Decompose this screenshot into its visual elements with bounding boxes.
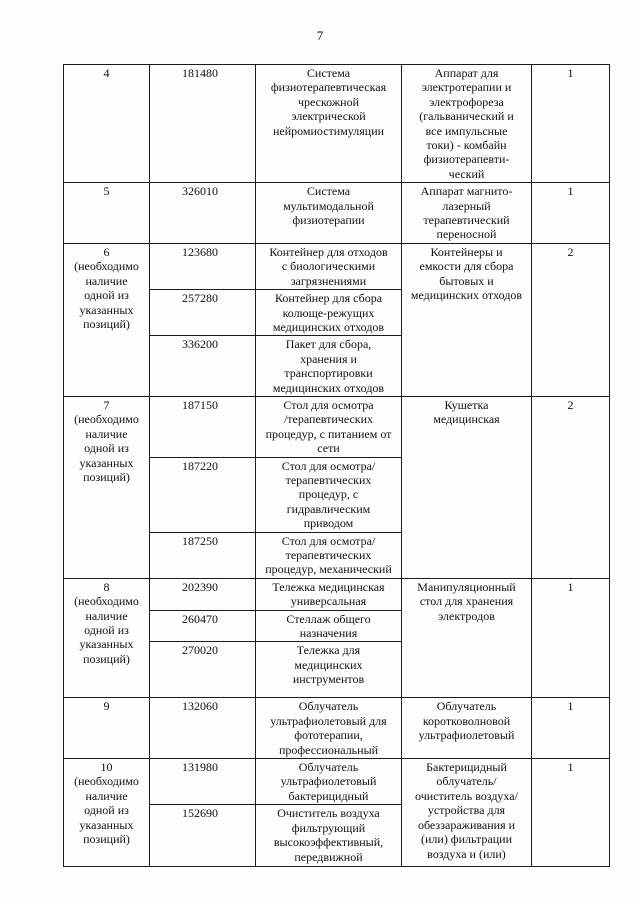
row-number-cell — [64, 183, 150, 244]
item-name: Система мультимодальной физиотерапии — [283, 184, 374, 228]
item-name-cell — [256, 759, 402, 805]
equipment-table — [63, 64, 610, 867]
item-name: Стеллаж общего назначения — [286, 611, 371, 641]
code-cell — [150, 805, 256, 867]
code-cell — [150, 183, 256, 244]
table-row — [64, 698, 610, 759]
equipment-kind-cell — [402, 698, 532, 759]
code-cell — [150, 290, 256, 336]
item-name-cell — [256, 805, 402, 867]
item-name-cell — [256, 243, 402, 289]
quantity-cell — [532, 183, 610, 244]
code-cell — [150, 578, 256, 610]
equipment-kind: Бактерицидный облучатель/ очиститель воздуха/ устройства для обеззараживания и (или) фильтрации воздуха и (или) — [415, 760, 518, 861]
equipment-kind: Кушетка медицинская — [433, 397, 500, 427]
item-name: Стол для осмотра/ терапевтических процедур, с гидравлическим приводом — [281, 458, 376, 531]
item-name-cell — [256, 65, 402, 183]
item-code: 257280 — [182, 291, 218, 306]
equipment-kind-cell — [402, 578, 532, 698]
item-name-cell — [256, 532, 402, 578]
quantity: 1 — [567, 760, 574, 775]
item-name-cell — [256, 578, 402, 610]
quantity: 2 — [567, 244, 574, 259]
quantity-cell — [532, 65, 610, 183]
equipment-kind-cell — [402, 396, 532, 578]
item-code: 202390 — [182, 579, 218, 594]
equipment-kind-cell — [402, 183, 532, 244]
code-cell — [150, 65, 256, 183]
item-name: Контейнер для сбора колюще-режущих медицинских отходов — [272, 291, 385, 334]
row-number: 9 — [103, 699, 110, 714]
quantity-cell — [532, 243, 610, 396]
item-code: 181480 — [182, 66, 218, 80]
table-row — [64, 243, 610, 289]
quantity: 1 — [567, 579, 574, 594]
row-number-cell — [64, 65, 150, 183]
item-code: 260470 — [182, 611, 218, 626]
equipment-kind-cell — [402, 65, 532, 183]
item-name-cell — [256, 642, 402, 698]
code-cell — [150, 336, 256, 397]
row-number: 10 (необходимо наличие одной из указанных позиций) — [74, 760, 139, 847]
code-cell — [150, 642, 256, 698]
table-row — [64, 183, 610, 244]
item-name-cell — [256, 336, 402, 397]
equipment-kind: Облучатель коротковолновой ультрафиолетовый — [418, 699, 515, 743]
row-number: 4 — [103, 66, 110, 80]
item-name: Пакет для сбора, хранения и транспортировки медицинских отходов — [272, 337, 385, 395]
row-number: 6 (необходимо наличие одной из указанных позиций) — [74, 244, 139, 331]
item-code: 326010 — [182, 184, 218, 199]
table-row — [64, 396, 610, 457]
item-name-cell — [256, 183, 402, 244]
equipment-kind-cell — [402, 759, 532, 867]
code-cell — [150, 610, 256, 642]
table-row — [64, 578, 610, 610]
item-code: 187150 — [182, 397, 218, 412]
item-code: 187220 — [182, 458, 218, 473]
equipment-kind: Манипуляционный стол для хранения электродов — [417, 579, 516, 623]
item-name: Стол для осмотра /терапевтических процедур, с питанием от сети — [265, 397, 392, 456]
table-row — [64, 759, 610, 805]
item-code: 152690 — [182, 806, 218, 821]
quantity-cell — [532, 698, 610, 759]
item-name: Тележка для медицинских инструментов — [292, 643, 365, 687]
item-name: Тележка медицинская универсальная — [272, 579, 385, 609]
page-number: 7 — [316, 28, 324, 43]
code-cell — [150, 243, 256, 289]
equipment-kind-cell — [402, 243, 532, 396]
item-name: Система физиотерапевтическая чрескожной электрической нейромиостимуляции — [270, 66, 387, 138]
item-code: 132060 — [182, 699, 218, 714]
row-number-cell — [64, 396, 150, 578]
row-number-cell — [64, 698, 150, 759]
item-name: Облучатель ультрафиолетовый бактерицидный — [280, 760, 377, 803]
item-code: 336200 — [182, 337, 218, 352]
row-number: 8 (необходимо наличие одной из указанных позиций) — [74, 579, 139, 666]
code-cell — [150, 698, 256, 759]
item-name-cell — [256, 698, 402, 759]
row-number-cell — [64, 578, 150, 698]
row-number: 5 — [103, 184, 110, 199]
table-row — [64, 65, 610, 183]
item-name: Контейнер для отходов с биологическими загрязнениями — [269, 244, 388, 288]
item-name: Облучатель ультрафиолетовый для фототерапии, профессиональный — [270, 699, 387, 757]
row-number-cell — [64, 243, 150, 396]
quantity: 1 — [567, 699, 574, 714]
quantity-cell — [532, 396, 610, 578]
code-cell — [150, 457, 256, 532]
item-name: Очиститель воздуха фильтрующий высокоэффективный, передвижной — [273, 806, 384, 864]
equipment-kind: Контейнеры и емкости для сбора бытовых и медицинских отходов — [410, 244, 523, 303]
item-code: 270020 — [182, 643, 218, 658]
quantity: 1 — [567, 184, 574, 199]
item-name-cell — [256, 457, 402, 532]
equipment-kind: Аппарат для электротерапии и электрофореза (гальванический и все импульсные токи) - комбайн физиотерапевти- ческий — [419, 66, 514, 181]
quantity: 2 — [567, 397, 574, 412]
code-cell — [150, 759, 256, 805]
item-name: Стол для осмотра/ терапевтических процедур, механический — [265, 533, 392, 577]
item-code: 187250 — [182, 533, 218, 548]
equipment-kind: Аппарат магнито- лазерный терапевтический переносной — [420, 184, 513, 242]
quantity-cell — [532, 578, 610, 698]
item-name-cell — [256, 396, 402, 457]
row-number-cell — [64, 759, 150, 867]
code-cell — [150, 396, 256, 457]
quantity: 1 — [567, 66, 574, 80]
row-number: 7 (необходимо наличие одной из указанных позиций) — [74, 397, 139, 484]
code-cell — [150, 532, 256, 578]
item-name-cell — [256, 610, 402, 642]
item-code: 123680 — [182, 244, 218, 259]
item-code: 131980 — [182, 760, 218, 775]
quantity-cell — [532, 759, 610, 867]
item-name-cell — [256, 290, 402, 336]
